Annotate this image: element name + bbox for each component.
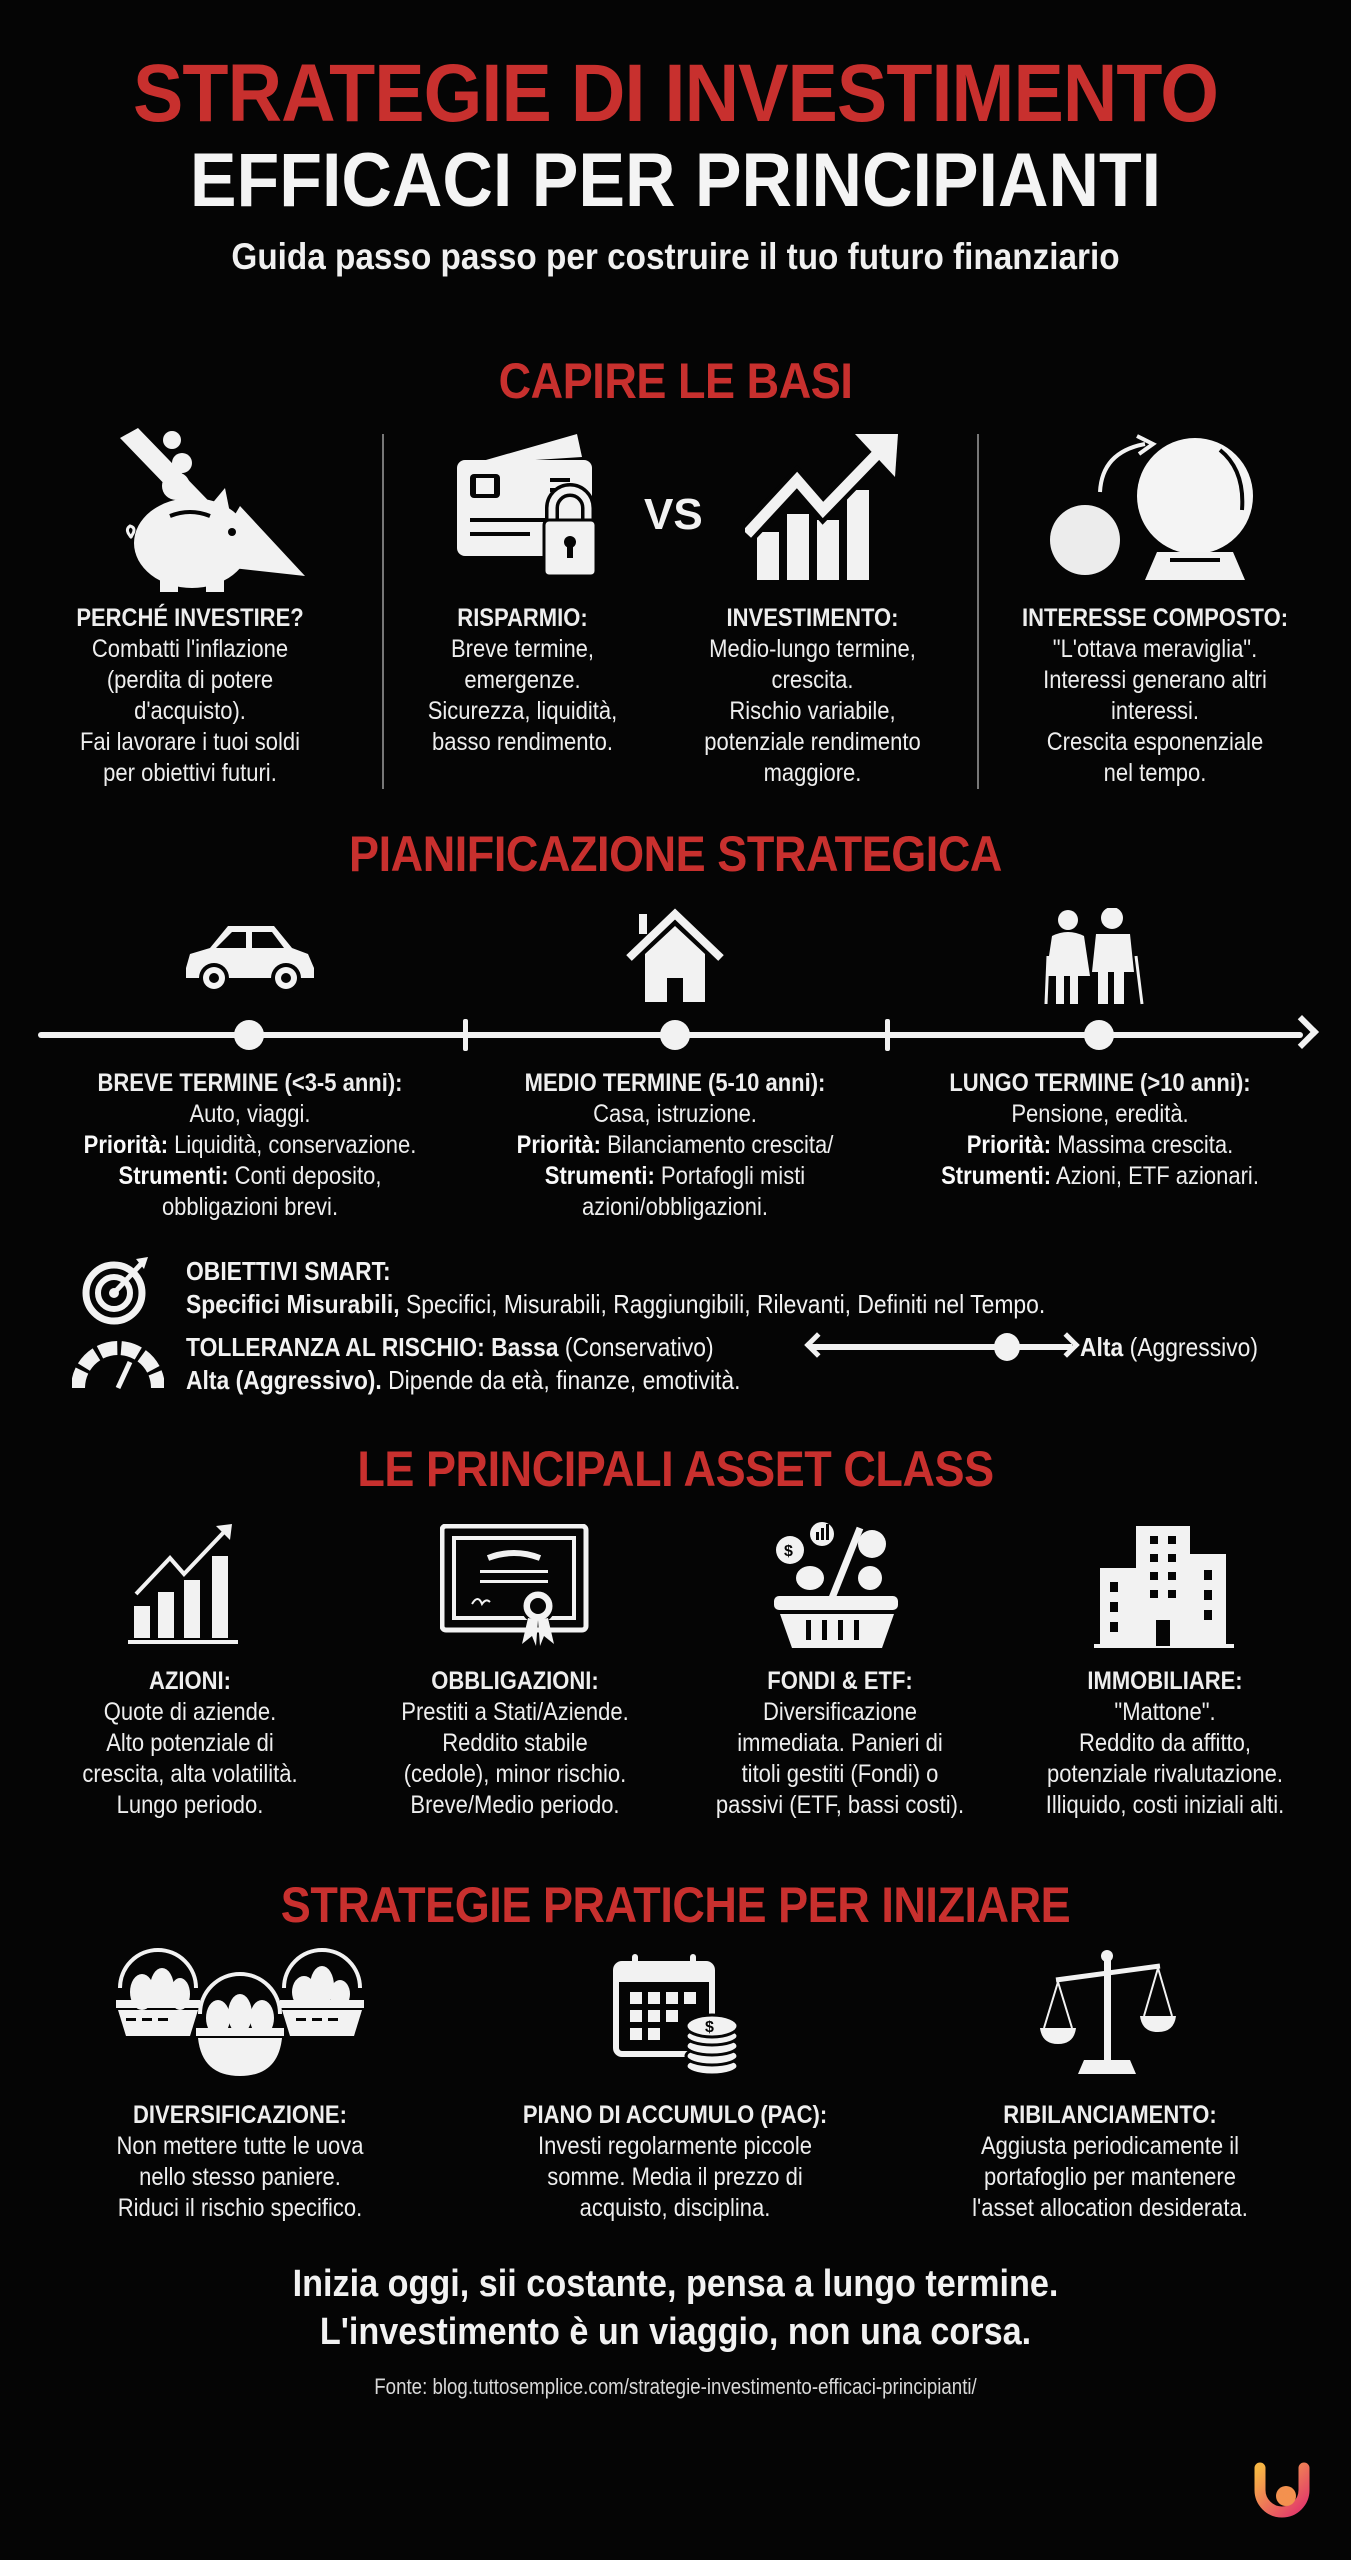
timeline-tick (885, 1019, 890, 1051)
svg-text:$: $ (705, 2019, 714, 2036)
strategy-diversification: DIVERSIFICAZIONE: Non mettere tutte le uova nello stesso paniere. Riduci il rischio specifico. (116, 2101, 364, 2222)
smart-label: OBIETTIVI SMART: (186, 1256, 391, 1286)
calendar-coins-icon (612, 1952, 742, 2077)
timeline-arrow-icon (1285, 1015, 1319, 1049)
card-lock-icon (452, 432, 617, 582)
basics-item-investment: INVESTIMENTO: Medio-lungo termine, crescita. Rischio variabile, potenziale rendimento maggiore. (704, 604, 921, 787)
piggy-bank-down-arrow-icon (110, 428, 310, 598)
phase-short-term: BREVE TERMINE (<3-5 anni): Auto, viaggi. Priorità: Liquidità, conservazione. Strumenti: Conti deposito, obbligazioni brevi. (83, 1069, 417, 1221)
buildings-icon (1094, 1526, 1234, 1648)
basket-icon (772, 1522, 902, 1650)
arrow-right-icon (1054, 1332, 1079, 1357)
smart-description: Specifici Misurabili, Specifici, Misurabili, Raggiungibili, Rilevanti, Definiti nel Tempo. (186, 1289, 1046, 1319)
asset-real-estate: IMMOBILIARE: "Mattone". Reddito da affitto, potenziale rivalutazione. Illiquido, costi iniziali alti. (1045, 1667, 1285, 1819)
phase-medium-term: MEDIO TERMINE (5-10 anni): Casa, istruzione. Priorità: Bilanciamento crescita/ Strumenti: Portafogli misti azioni/obbligazioni. (516, 1069, 834, 1221)
bar-chart-icon (128, 1524, 248, 1646)
egg-baskets-icon (114, 1948, 364, 2078)
closing-line-1: Inizia oggi, sii costante, pensa a lungo termine. (292, 2263, 1059, 2305)
timeline-dot-short (234, 1020, 264, 1050)
subtitle: Guida passo passo per costruire il tuo futuro finanziario (231, 236, 1120, 277)
closing-line-2: L'investimento è un viaggio, non una corsa. (319, 2311, 1032, 2353)
divider (977, 434, 979, 789)
elderly-couple-icon (1040, 908, 1150, 1006)
basics-item-savings: RISPARMIO: Breve termine, emergenze. Sicurezza, liquidità, basso rendimento. (427, 604, 618, 756)
timeline-tick (463, 1019, 468, 1051)
strategy-pac: PIANO DI ACCUMULO (PAC): Investi regolarmente piccole somme. Media il prezzo di acquisto, disciplina. (522, 2101, 828, 2222)
source-link[interactable]: Fonte: blog.tuttosemplice.com/strategie-investimento-efficaci-principianti/ (374, 2374, 977, 2399)
arrow-left-icon (804, 1332, 829, 1357)
timeline-dot-long (1084, 1020, 1114, 1050)
risk-slider-thumb (994, 1333, 1020, 1361)
certificate-icon (440, 1524, 590, 1649)
section-title-assets: LE PRINCIPALI ASSET CLASS (357, 1441, 994, 1497)
strategy-rebalancing: RIBILANCIAMENTO: Aggiusta periodicamente il portafoglio per mantenere l'asset allocation desiderata. (972, 2101, 1248, 2222)
section-title-practical: STRATEGIE PRATICHE PER INIZIARE (280, 1877, 1071, 1933)
section-title-planning: PIANIFICAZIONE STRATEGICA (349, 826, 1002, 882)
scale-icon (1040, 1948, 1180, 2076)
risk-tolerance-line: TOLLERANZA AL RISCHIO: Bassa (Conservativo) (186, 1332, 714, 1362)
svg-text:$: $ (784, 1543, 793, 1560)
risk-slider-track (810, 1344, 1072, 1350)
heading: PERCHÉ INVESTIRE? (76, 604, 304, 632)
asset-bonds: OBBLIGAZIONI: Prestiti a Stati/Aziende. Reddito stabile (cedole), minor rischio. Breve/Medio periodo. (401, 1667, 629, 1819)
house-icon (625, 908, 725, 1003)
vs-label: VS (644, 490, 703, 539)
title-line-2: EFFICACI PER PRINCIPIANTI (189, 138, 1162, 223)
section-title-basics: CAPIRE LE BASI (498, 353, 853, 409)
snowball-icon (1045, 432, 1270, 587)
car-icon (180, 920, 320, 995)
divider (382, 434, 384, 789)
phase-long-term: LUNGO TERMINE (>10 anni): Pensione, eredità. Priorità: Massima crescita. Strumenti: Azioni, ETF azionari. (941, 1069, 1259, 1190)
growth-chart-icon (745, 432, 900, 582)
target-icon (82, 1255, 152, 1325)
title-line-1: STRATEGIE DI INVESTIMENTO (133, 48, 1218, 139)
risk-description: Alta (Aggressivo). Dipende da età, finanze, emotività. (186, 1365, 741, 1395)
asset-stocks: AZIONI: Quote di aziende. Alto potenziale di crescita, alta volatilità. Lungo periodo. (82, 1667, 298, 1819)
asset-funds-etf: FONDI & ETF: Diversificazione immediata. Panieri di titoli gestiti (Fondi) o passivi (ETF, bassi costi). (715, 1667, 965, 1819)
risk-high-label: Alta (Aggressivo) (1080, 1332, 1259, 1362)
brand-logo-icon (1250, 2460, 1314, 2524)
basics-item-why-invest: PERCHÉ INVESTIRE? Combatti l'inflazione (perdita di potere d'acquisto). Fai lavorare i tuoi soldi per obiettivi futuri. (49, 603, 331, 789)
basics-item-compound-interest: INTERESSE COMPOSTO: "L'ottava meraviglia". Interessi generano altri interessi. Crescita esponenziale nel tempo. (1021, 604, 1289, 787)
speedometer-icon (72, 1340, 164, 1392)
timeline-dot-medium (660, 1020, 690, 1050)
